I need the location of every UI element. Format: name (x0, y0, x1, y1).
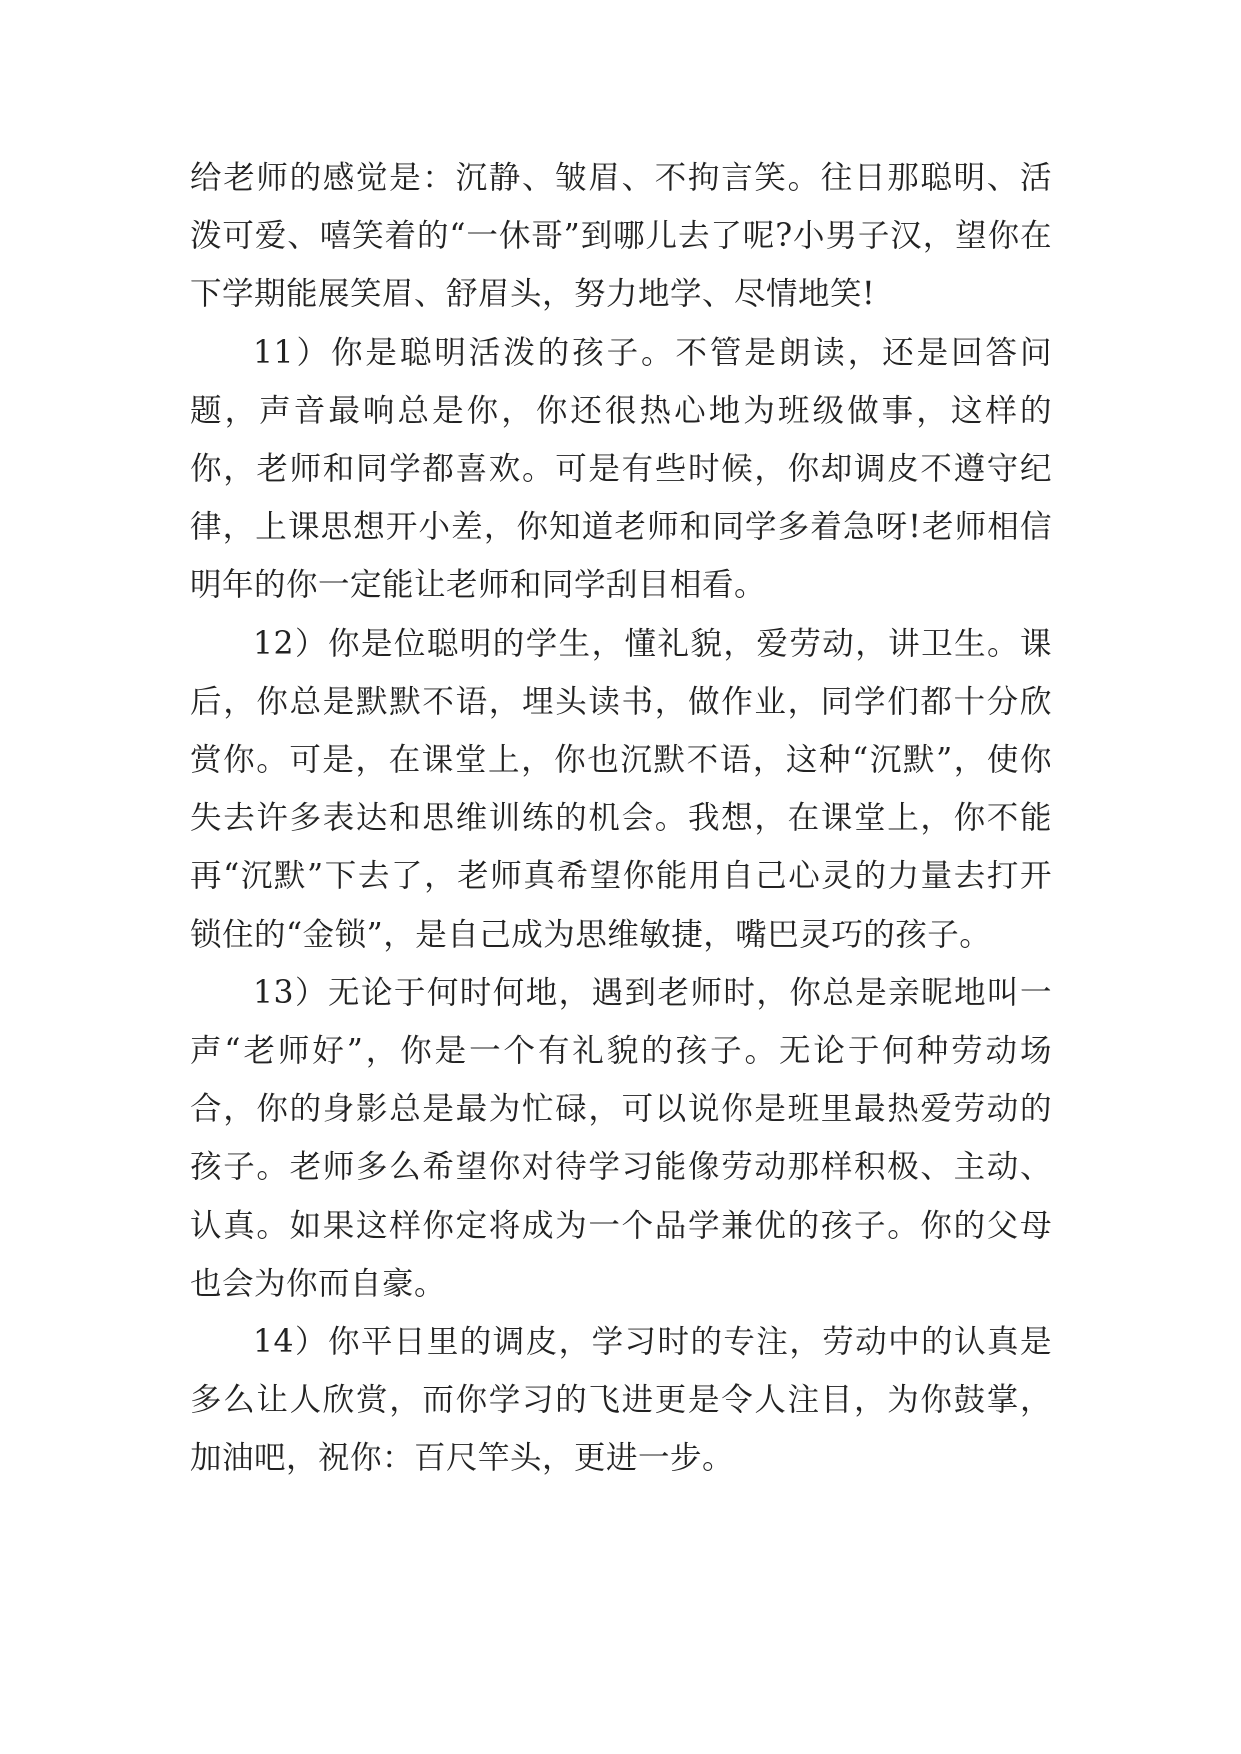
paragraph-item-12: 12）你是位聪明的学生，懂礼貌，爱劳动，讲卫生。课后，你总是默默不语，埋头读书，做作业，同学们都十分欣赏你。可是，在课堂上，你也沉默不语，这种“沉默”，使你失去许多表达和思维训练的机会。我想，在课堂上，你不能再“沉默”下去了，老师真希望你能用自己心灵的力量去打开锁住的“金锁”，是自己成为思维敏捷，嘴巴灵巧的孩子。 (190, 625, 1052, 953)
paragraph-continued: 给老师的感觉是：沉静、皱眉、不拘言笑。往日那聪明、活泼可爱、嘻笑着的“一休哥”到哪儿去了呢?小男子汉，望你在下学期能展笑眉、舒眉头，努力地学、尽情地笑! (190, 160, 1052, 313)
document-body (190, 149, 1052, 1488)
paragraph-item-14: 14）你平日里的调皮，学习时的专注，劳动中的认真是多么让人欣赏，而你学习的飞进更是令人注目，为你鼓掌，加油吧，祝你：百尺竿头，更进一步。 (190, 1324, 1052, 1477)
paragraph-item-13: 13）无论于何时何地，遇到老师时，你总是亲昵地叫一声“老师好”，你是一个有礼貌的孩子。无论于何种劳动场合，你的身影总是最为忙碌，可以说你是班里最热爱劳动的孩子。老师多么希望你对待学习能像劳动那样积极、主动、认真。如果这样你定将成为一个品学兼优的孩子。你的父母也会为你而自豪。 (190, 974, 1052, 1302)
paragraph-item-11: 11）你是聪明活泼的孩子。不管是朗读，还是回答问题，声音最响总是你，你还很热心地为班级做事，这样的你，老师和同学都喜欢。可是有些时候，你却调皮不遵守纪律，上课思想开小差，你知道老师和同学多着急呀!老师相信明年的你一定能让老师和同学刮目相看。 (190, 334, 1052, 604)
